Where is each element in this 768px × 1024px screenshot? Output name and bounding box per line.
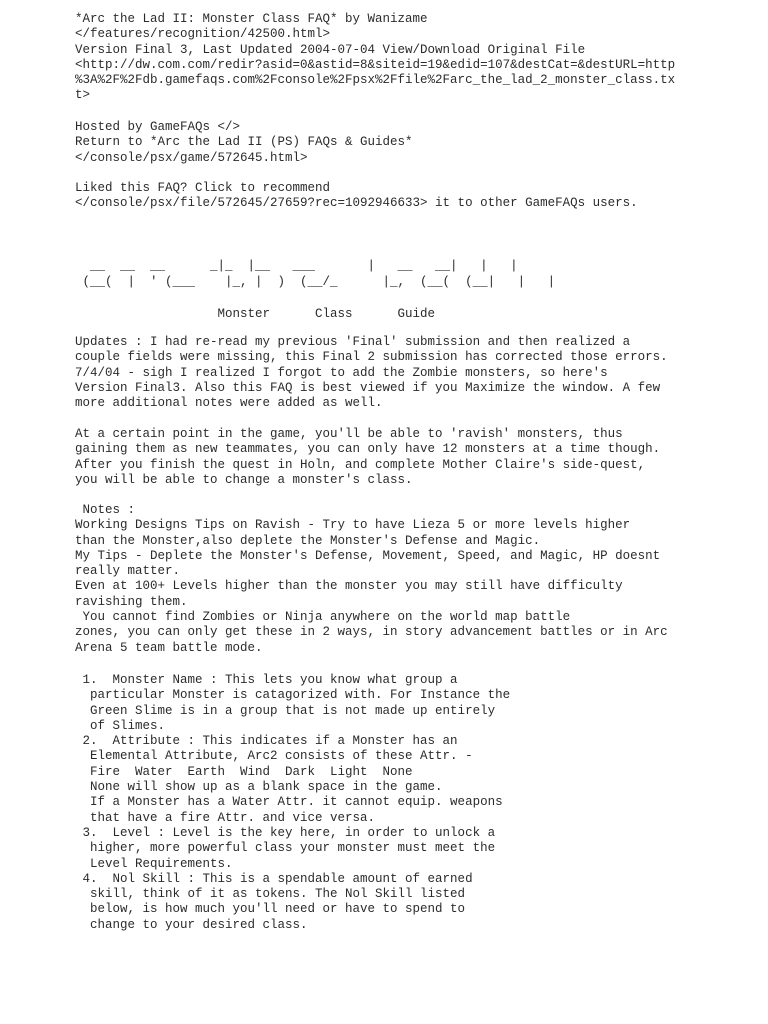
definition-line: None will show up as a blank space in the game. bbox=[75, 780, 443, 795]
banner-caption: Monster Class Guide bbox=[75, 307, 436, 321]
definition-line: higher, more powerful class your monster must meet the bbox=[75, 841, 496, 856]
recognition-link[interactable]: </features/recognition/42500.html> bbox=[75, 27, 331, 42]
updates-section bbox=[75, 335, 668, 411]
recommend-link[interactable]: </console/psx/file/572645/27659?rec=1092946633> it to other GameFAQs users. bbox=[75, 196, 638, 211]
intro-line: gaining them as new teammates, you can only have 12 monsters at a time though. bbox=[75, 442, 661, 457]
ascii-banner-spacer bbox=[75, 290, 555, 306]
faq-header bbox=[75, 12, 675, 104]
notes-section bbox=[75, 503, 668, 656]
definition-line: Elemental Attribute, Arc2 consists of these Attr. - bbox=[75, 749, 473, 764]
definition-line: Fire Water Earth Wind Dark Light None bbox=[75, 764, 413, 779]
definition-line: below, is how much you'll need or have to spend to bbox=[75, 902, 466, 917]
hosted-by-line[interactable]: Hosted by GameFAQs </> bbox=[75, 120, 241, 134]
intro-section bbox=[75, 427, 660, 488]
return-to-line[interactable]: Return to *Arc the Lad II (PS) FAQs & Guides* bbox=[75, 135, 413, 150]
updates-line: couple fields were missing, this Final 2 submission has corrected those errors. bbox=[75, 350, 668, 365]
notes-line: Arena 5 team battle mode. bbox=[75, 640, 263, 655]
ascii-art-line-1: __ __ __ _|_ |__ ___ | __ __| | | bbox=[75, 259, 518, 273]
recommend-line-1: Liked this FAQ? Click to recommend bbox=[75, 181, 331, 195]
notes-line: really matter. bbox=[75, 564, 181, 579]
intro-line: At a certain point in the game, you'll be able to 'ravish' monsters, thus bbox=[75, 427, 623, 441]
definition-line: change to your desired class. bbox=[75, 917, 308, 932]
definition-line: Level Requirements. bbox=[75, 856, 233, 871]
notes-line: zones, you can only get these in 2 ways, in story advancement battles or in Arc bbox=[75, 625, 668, 640]
definition-line: 1. Monster Name : This lets you know what group a bbox=[75, 673, 458, 687]
definition-line: skill, think of it as tokens. The Nol Skill listed bbox=[75, 887, 466, 902]
download-link-line-1[interactable]: <http://dw.com.com/redir?asid=0&astid=8&siteid=19&edid=107&destCat=&destURL=http bbox=[75, 57, 676, 72]
definition-line: 4. Nol Skill : This is a spendable amount of earned bbox=[75, 871, 473, 886]
notes-line: You cannot find Zombies or Ninja anywhere on the world map battle bbox=[75, 610, 571, 625]
faq-title: *Arc the Lad II: Monster Class FAQ* by Wanizame bbox=[75, 12, 428, 26]
download-link-line-2[interactable]: %3A%2F%2Fdb.gamefaqs.com%2Fconsole%2Fpsx%2Ffile%2Farc_the_lad_2_monster_class.tx bbox=[75, 73, 676, 88]
intro-line: After you finish the quest in Holn, and complete Mother Claire's side-quest, bbox=[75, 457, 646, 472]
updates-line: Updates : I had re-read my previous 'Final' submission and then realized a bbox=[75, 335, 631, 349]
definition-line: 2. Attribute : This indicates if a Monster has an bbox=[75, 734, 458, 749]
definition-line: 3. Level : Level is the key here, in order to unlock a bbox=[75, 825, 496, 840]
ascii-art-line-2: (__( | ' (___ |_, | ) (__/_ |_, (__( (__| | | bbox=[75, 275, 556, 289]
notes-line: Working Designs Tips on Ravish - Try to have Lieza 5 or more levels higher bbox=[75, 518, 631, 533]
updates-line: more additional notes were added as well. bbox=[75, 396, 383, 411]
download-link-line-3[interactable]: t> bbox=[75, 88, 91, 103]
notes-line: than the Monster,also deplete the Monster's Defense and Magic. bbox=[75, 533, 541, 548]
notes-line: ravishing them. bbox=[75, 594, 188, 609]
definition-line: particular Monster is catagorized with. For Instance the bbox=[75, 688, 511, 703]
updates-line: Version Final3. Also this FAQ is best viewed if you Maximize the window. A few bbox=[75, 380, 661, 395]
definition-line: If a Monster has a Water Attr. it cannot equip. weapons bbox=[75, 795, 503, 810]
notes-line: Notes : bbox=[75, 503, 136, 517]
definition-line: Green Slime is in a group that is not made up entirely bbox=[75, 703, 496, 718]
updates-line: 7/4/04 - sigh I realized I forgot to add the Zombie monsters, so here's bbox=[75, 365, 608, 380]
notes-line: Even at 100+ Levels higher than the monster you may still have difficulty bbox=[75, 579, 623, 594]
version-info: Version Final 3, Last Updated 2004-07-04 View/Download Original File bbox=[75, 42, 586, 57]
ascii-banner bbox=[75, 258, 555, 322]
notes-line: My Tips - Deplete the Monster's Defense, Movement, Speed, and Magic, HP doesnt bbox=[75, 548, 661, 563]
definition-line: of Slimes. bbox=[75, 718, 166, 733]
definition-line: that have a fire Attr. and vice versa. bbox=[75, 810, 376, 825]
definitions-section bbox=[75, 673, 510, 933]
game-page-link[interactable]: </console/psx/game/572645.html> bbox=[75, 150, 308, 165]
hosting-section bbox=[75, 120, 413, 166]
intro-line: you will be able to change a monster's class. bbox=[75, 472, 413, 487]
recommend-section bbox=[75, 181, 638, 212]
